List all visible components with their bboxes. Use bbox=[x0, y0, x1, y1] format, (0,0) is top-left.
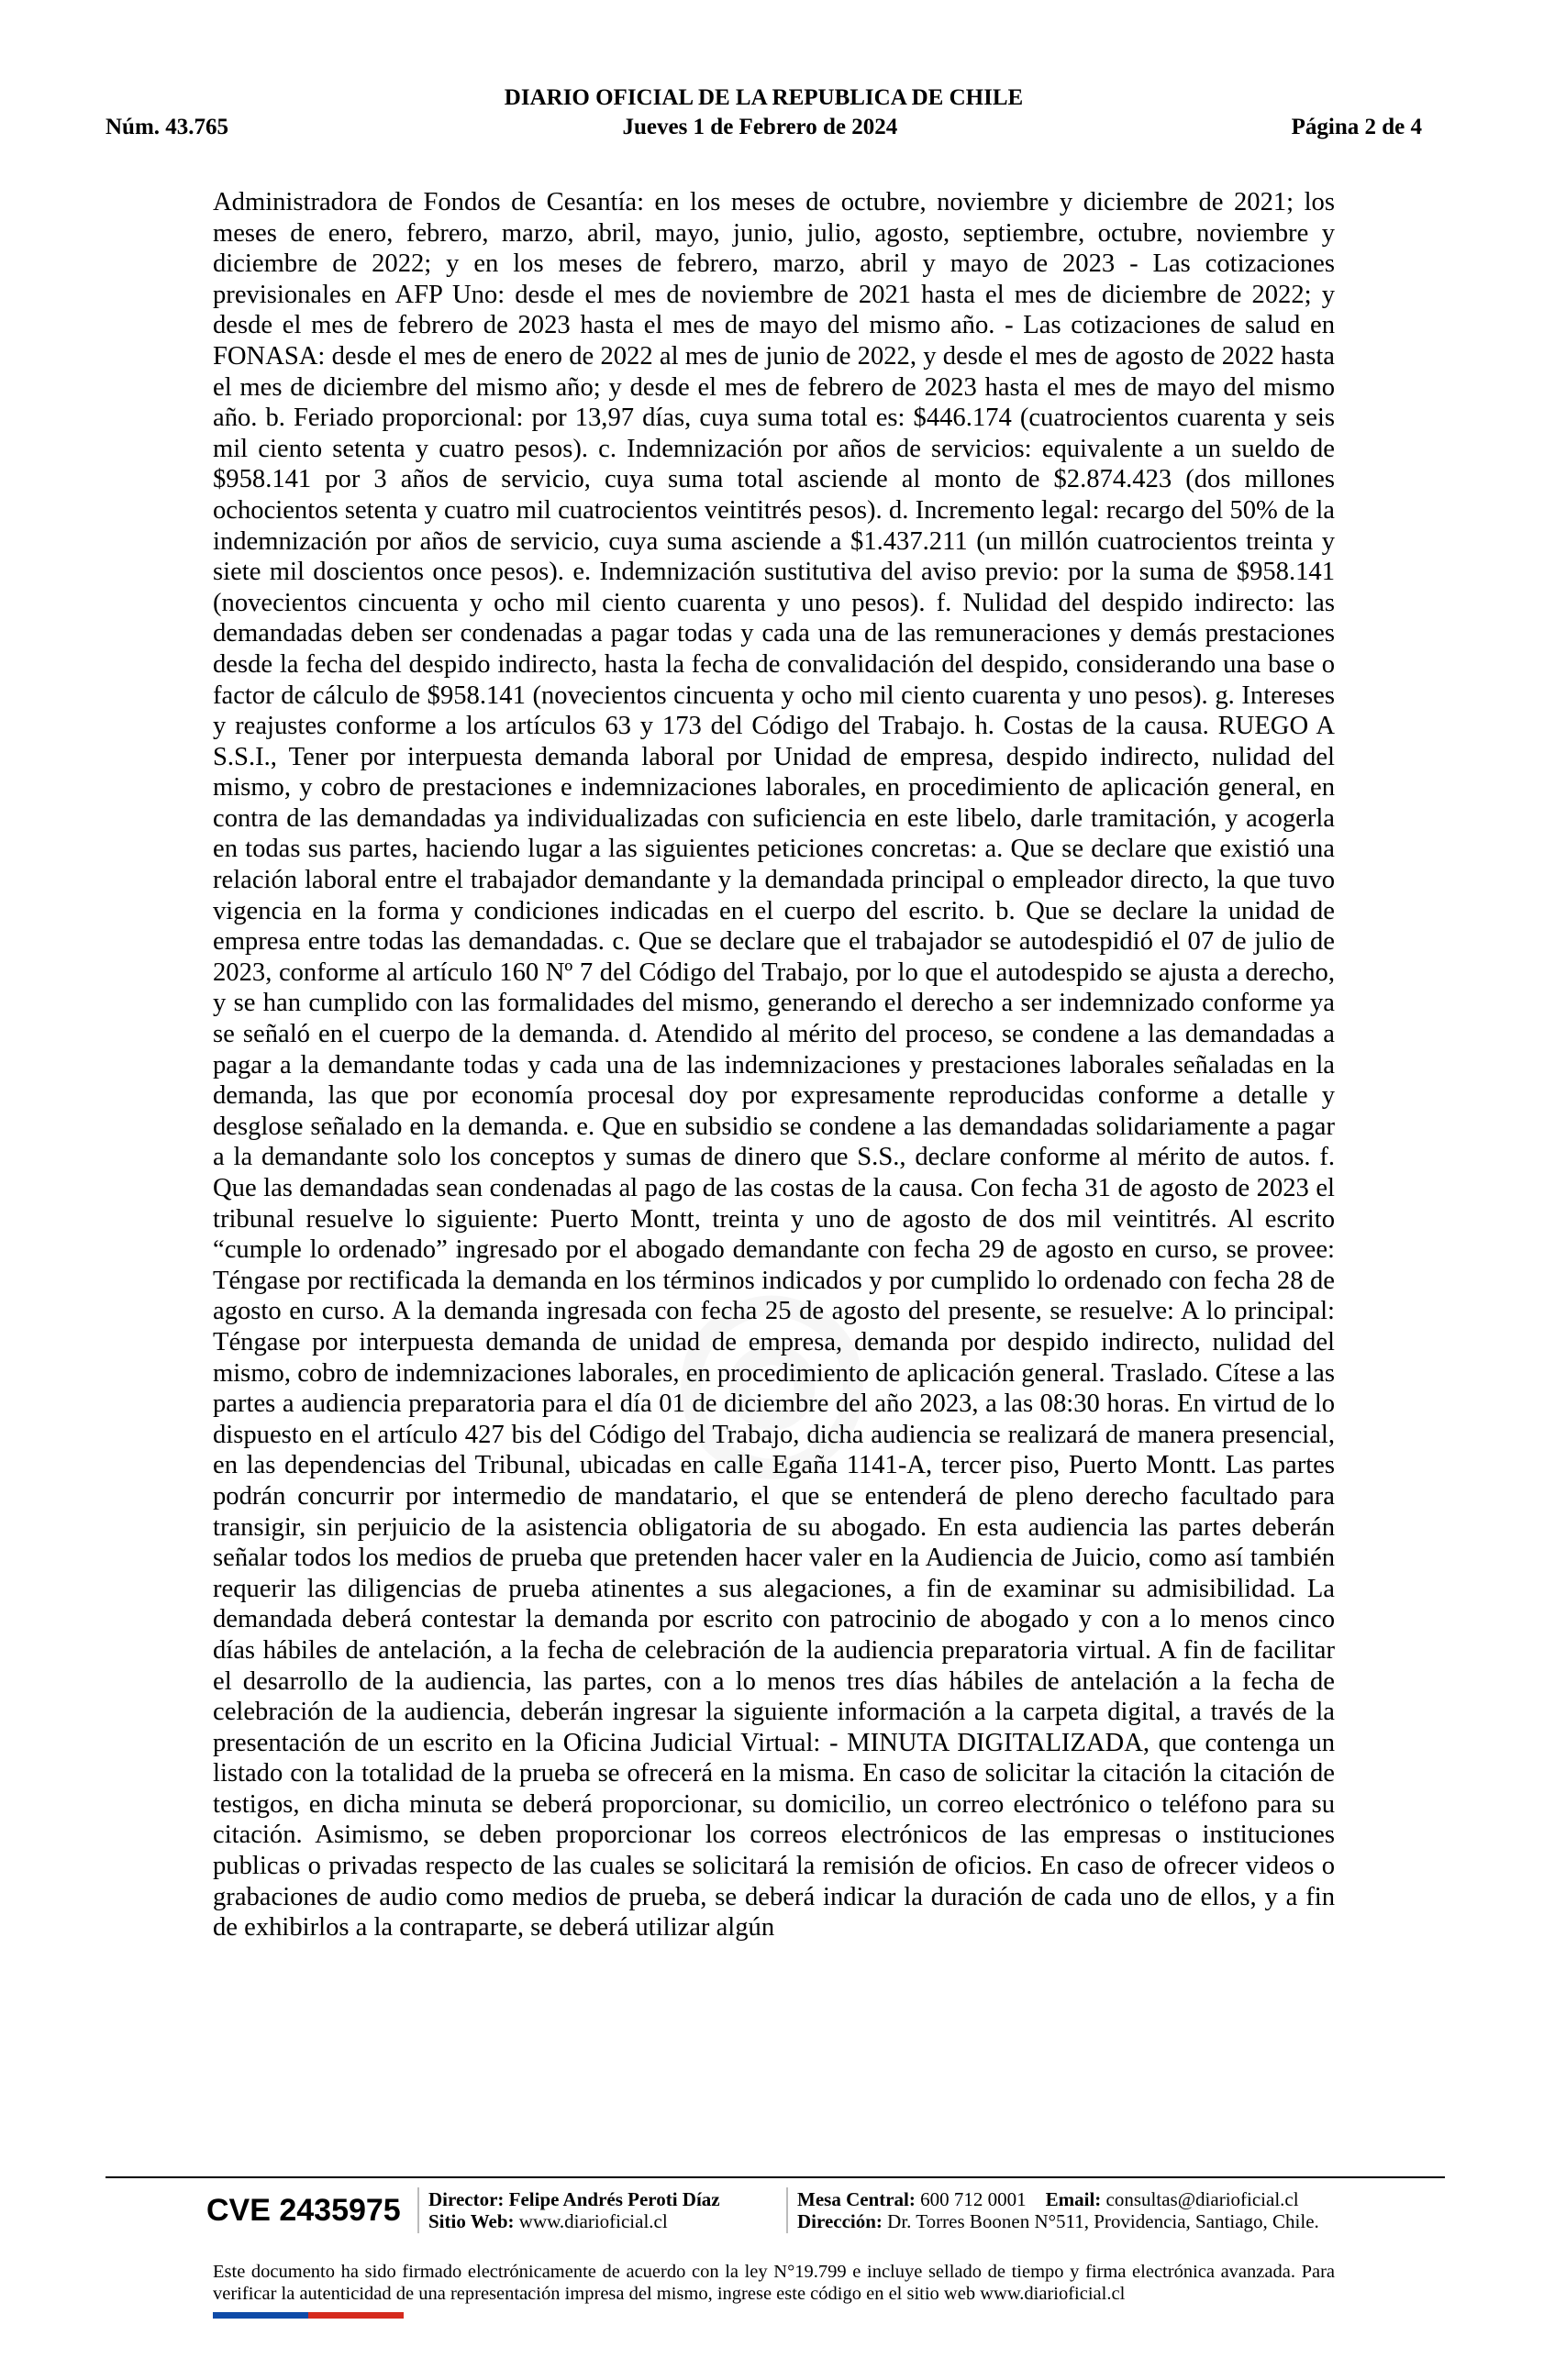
mesa-phone: 600 712 0001 bbox=[920, 2188, 1027, 2210]
publication-title: DIARIO OFICIAL DE LA REPUBLICA DE CHILE bbox=[504, 85, 1024, 110]
address-label: Dirección: bbox=[797, 2210, 883, 2232]
page-number: Página 2 de 4 bbox=[1291, 115, 1422, 139]
footer-separator bbox=[417, 2187, 419, 2233]
flag-blue-segment bbox=[213, 2312, 308, 2319]
email-link[interactable]: consultas@diarioficial.cl bbox=[1105, 2188, 1299, 2210]
address-text: Dr. Torres Boonen N°511, Providencia, Santiago, Chile. bbox=[887, 2210, 1319, 2232]
director-name: Felipe Andrés Peroti Díaz bbox=[508, 2188, 720, 2210]
legal-notice: Este documento ha sido firmado electrónicamente de acuerdo con la ley N°19.799 e incluye sellado de tiempo y firma electrónica avanzada. Para verificar la autenticidad de una representación impresa del mismo, ingrese este código en el sitio web www.diarioficial.cl bbox=[213, 2262, 1335, 2304]
flag-red-segment bbox=[308, 2312, 404, 2319]
footer-contact-block bbox=[797, 2188, 1384, 2232]
issue-date: Jueves 1 de Febrero de 2024 bbox=[622, 115, 898, 139]
website-link[interactable]: www.diarioficial.cl bbox=[518, 2210, 668, 2232]
page-header bbox=[106, 84, 1422, 143]
footer-director-block bbox=[428, 2188, 777, 2232]
website-label: Sitio Web: bbox=[428, 2210, 515, 2232]
flag-bar bbox=[213, 2312, 404, 2319]
body-paragraph: Administradora de Fondos de Cesantía: en los meses de octubre, noviembre y diciembre de 2021; los meses de enero, febrero, marzo, abril, mayo, junio, julio, agosto, septiembre, octubre, noviembre y diciembre de 2022; y en los meses de febrero, marzo, abril y mayo de 2023 - Las cotizaciones previsionales en AFP Uno: desde el mes de noviembre de 2021 hasta el mes de diciembre de 2022; y desde el mes de febrero de 2023 hasta el mes de mayo del mismo año. - Las cotizaciones de salud en FONASA: desde el mes de enero de 2022 al mes de junio de 2022, y desde el mes de agosto de 2022 hasta el mes de diciembre del mismo año; y desde el mes de febrero de 2023 hasta el mes de mayo del mismo año. b. Feriado proporcional: por 13,97 días, cuya suma total es: $446.174 (cuatrocientos cuarenta y seis mil ciento setenta y cuatro pesos). c. Indemnización por años de servicios: equivalente a un sueldo de $958.141 por 3 años de servicio, cuya suma total asciende al monto de $2.874.423 (dos millones ochocientos setenta y cuatro mil cuatrocientos veintitrés pesos). d. Incremento legal: recargo del 50% de la indemnización por años de servicio, cuya suma asciende a $1.437.211 (un millón cuatrocientos treinta y siete mil doscientos once pesos). e. Indemnización sustitutiva del aviso previo: por la suma de $958.141 (novecientos cincuenta y ocho mil ciento cuarenta y uno pesos). f. Nulidad del despido indirecto: las demandadas deben ser condenadas a pagar todas y cada una de las remuneraciones y demás prestaciones desde la fecha del despido indirecto, hasta la fecha de convalidación del despido, considerando una base o factor de cálculo de $958.141 (novecientos cincuenta y ocho mil ciento cuarenta y uno pesos). g. Intereses y reajustes conforme a los artículos 63 y 173 del Código del Trabajo. h. Costas de la causa. RUEGO A S.S.I., Tener por interpuesta demanda laboral por Unidad de empresa, despido indirecto, nulidad del mismo, y cobro de prestaciones e indemnizaciones laborales, en procedimiento de aplicación general, en contra de las demandadas ya individualizadas con suficiencia en este libelo, darle tramitación, y acogerla en todas sus partes, haciendo lugar a las siguientes peticiones concretas: a. Que se declare que existió una relación laboral entre el trabajador demandante y la demandada principal o empleador directo, la que tuvo vigencia en la forma y condiciones indicadas en el cuerpo del escrito. b. Que se declare la unidad de empresa entre todas las demandadas. c. Que se declare que el trabajador se autodespidió el 07 de julio de 2023, conforme al artículo 160 Nº 7 del Código del Trabajo, por lo que el autodespido se ajusta a derecho, y se han cumplido con las formalidades del mismo, generando el derecho a ser indemnizado conforme ya se señaló en el cuerpo de la demanda. d. Atendido al mérito del proceso, se condene a las demandadas a pagar a la demandante todas y cada una de las indemnizaciones y prestaciones laborales señaladas en la demanda, las que por economía procesal doy por expresamente reproducidas conforme a detalle y desglose señalado en la demanda. e. Que en subsidio se condene a las demandadas solidariamente a pagar a la demandante solo los conceptos y sumas de dinero que S.S., declare conforme al mérito de autos. f. Que las demandadas sean condenadas al pago de las costas de la causa. Con fecha 31 de agosto de 2023 el tribunal resuelve lo siguiente: Puerto Montt, treinta y uno de agosto de dos mil veintitrés. Al escrito “cumple lo ordenado” ingresado por el abogado demandante con fecha 29 de agosto en curso, se provee: Téngase por rectificada la demanda en los términos indicados y por cumplido lo ordenado con fecha 28 de agosto en curso. A la demanda ingresada con fecha 25 de agosto del presente, se resuelve: A lo principal: Téngase por interpuesta demanda de unidad de empresa, demanda por despido indirecto, nulidad del mismo, cobro de indemnizaciones laborales, en procedimiento de aplicación general. Traslado. Cítese a las partes a audiencia preparatoria para el día 01 de diciembre del año 2023, a las 08:30 horas. En virtud de lo dispuesto en el artículo 427 bis del Código del Trabajo, dicha audiencia se realizará de manera presencial, en las dependencias del Tribunal, ubicadas en calle Egaña 1141-A, tercer piso, Puerto Montt. Las partes podrán concurrir por intermedio de mandatario, el que se entenderá de pleno derecho facultado para transigir, sin perjuicio de la asistencia obligatoria de su abogado. En esta audiencia las partes deberán señalar todos los medios de prueba que pretenden hacer valer en la Audiencia de Juicio, como así también requerir las diligencias de prueba atinentes a sus alegaciones, a fin de examinar su admisibilidad. La demandada deberá contestar la demanda por escrito con patrocinio de abogado y con a lo menos cinco días hábiles de antelación, a la fecha de celebración de la audiencia preparatoria virtual. A fin de facilitar el desarrollo de la audiencia, las partes, con a lo menos tres días hábiles de antelación a la fecha de celebración de la audiencia, deberán ingresar la siguiente información a la carpeta digital, a través de la presentación de un escrito en la Oficina Judicial Virtual: - MINUTA DIGITALIZADA, que contenga un listado con la totalidad de la prueba se ofrecerá en la misma. En caso de solicitar la citación la citación de testigos, en dicha minuta se deberá proporcionar, su domicilio, un correo electrónico o teléfono para su citación. Asimismo, se deben proporcionar los correos electrónicos de las empresas o instituciones publicas o privadas respecto de las cuales se solicitará la remisión de oficios. En caso de ofrecer videos o grabaciones de audio como medios de prueba, se deberá indicar la duración de cada uno de ellos, y a fin de exhibirlos a la contraparte, se deberá utilizar algún bbox=[213, 188, 1335, 1943]
page-footer bbox=[106, 2183, 1445, 2238]
footer-separator bbox=[786, 2187, 788, 2233]
footer-divider bbox=[106, 2176, 1445, 2178]
header-row bbox=[106, 112, 1422, 143]
document-body bbox=[213, 187, 1335, 1943]
issue-number: Núm. 43.765 bbox=[106, 115, 229, 139]
cve-code: CVE 2435975 bbox=[206, 2192, 401, 2228]
email-label: Email: bbox=[1045, 2188, 1102, 2210]
director-label: Director: bbox=[428, 2188, 505, 2210]
mesa-label: Mesa Central: bbox=[797, 2188, 916, 2210]
